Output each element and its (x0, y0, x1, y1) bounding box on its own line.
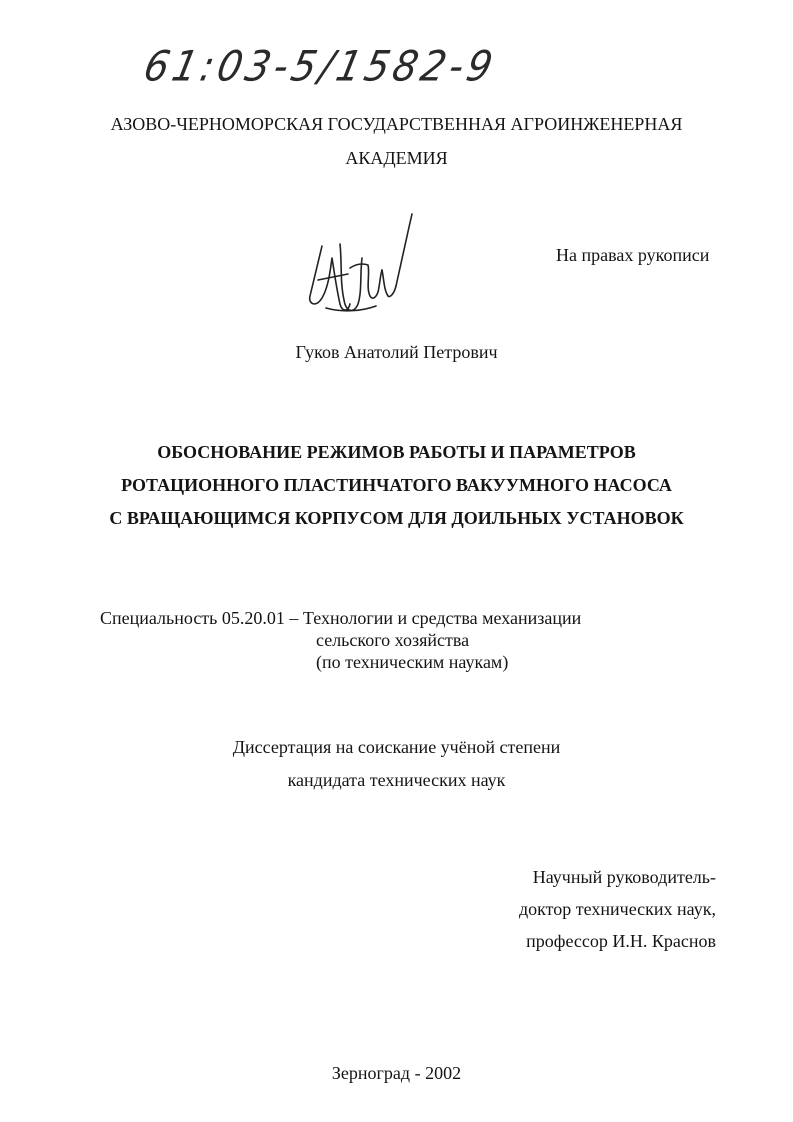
author-signature (300, 208, 420, 328)
advisor-degree: доктор технических наук, (519, 899, 716, 919)
institution-line-2: АКАДЕМИЯ (345, 148, 448, 168)
advisor-name: профессор И.Н. Краснов (526, 931, 716, 951)
specialty-line-2: сельского хозяйства (316, 630, 470, 650)
dissertation-title-line-3: С ВРАЩАЮЩИМСЯ КОРПУСОМ ДЛЯ ДОИЛЬНЫХ УСТАНОВОК (109, 508, 684, 528)
degree-line-2: кандидата технических наук (287, 770, 506, 790)
place-year: Зерноград - 2002 (331, 1063, 462, 1083)
handwritten-archive-code: 61:03-5/1582-9 (139, 42, 501, 91)
author-name: Гуков Анатолий Петрович (295, 342, 498, 362)
rights-note: На правах рукописи (556, 245, 710, 265)
institution-line-1: АЗОВО-ЧЕРНОМОРСКАЯ ГОСУДАРСТВЕННАЯ АГРОИНЖЕНЕРНАЯ (110, 114, 683, 134)
specialty-label: Специальность 05.20.01 – Технологии и средства механизации (100, 608, 582, 628)
specialty-line-3: (по техническим наукам) (316, 652, 509, 672)
dissertation-title-line-1: ОБОСНОВАНИЕ РЕЖИМОВ РАБОТЫ И ПАРАМЕТРОВ (157, 442, 636, 462)
advisor-role: Научный руководитель- (532, 867, 716, 887)
degree-line-1: Диссертация на соискание учёной степени (232, 737, 561, 757)
dissertation-title-line-2: РОТАЦИОННОГО ПЛАСТИНЧАТОГО ВАКУУМНОГО НАСОСА (121, 475, 672, 495)
